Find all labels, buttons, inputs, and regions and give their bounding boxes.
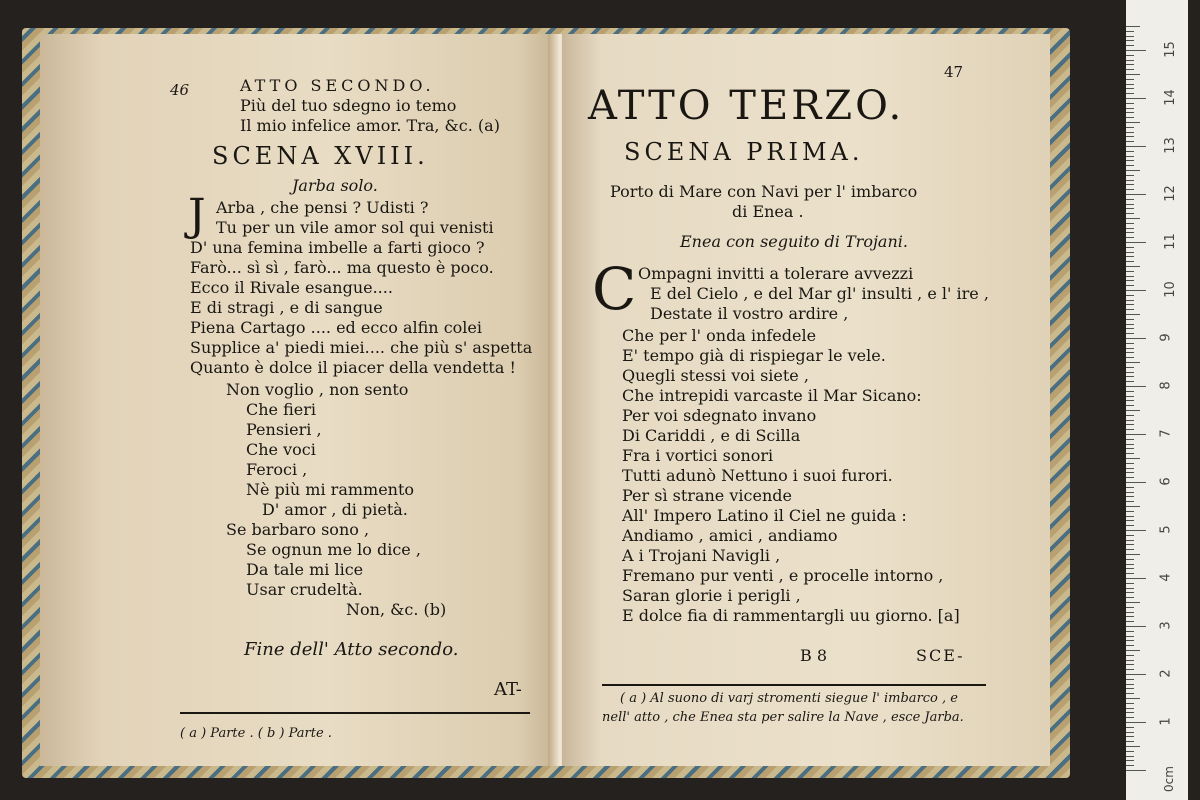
ruler-tick (1126, 45, 1134, 46)
ruler-tick (1126, 208, 1134, 209)
ruler-tick (1126, 674, 1146, 675)
ruler-tick (1126, 252, 1134, 253)
ruler-tick (1126, 439, 1134, 440)
ruler-tick (1126, 184, 1134, 185)
ruler-number: 1 (1158, 717, 1174, 726)
ruler-tick (1126, 626, 1146, 627)
ruler-tick (1126, 640, 1134, 641)
ruler-tick (1126, 448, 1134, 449)
verse-line: Di Cariddi , e di Scilla (622, 426, 801, 445)
ruler-tick (1126, 583, 1134, 584)
ruler-tick (1126, 516, 1134, 517)
ruler-tick (1126, 765, 1134, 766)
verse-line: Non, &c. (b) (346, 600, 447, 619)
ruler-tick (1126, 458, 1140, 459)
ruler-tick (1126, 650, 1140, 651)
ruler-tick (1126, 136, 1134, 137)
measuring-ruler (1126, 0, 1188, 800)
ruler-tick (1126, 122, 1140, 123)
characters: Enea con seguito di Trojani. (680, 232, 908, 251)
ruler-number: 8 (1158, 381, 1174, 390)
ruler-tick (1126, 693, 1134, 694)
ruler-tick (1126, 688, 1134, 689)
verse-line: Quanto è dolce il piacer della vendetta ! (190, 358, 516, 377)
ruler-unit-label: 0cm (1161, 766, 1176, 792)
verse-line: Pensieri , (246, 420, 322, 439)
footnote-line: ( a ) Al suono di varj stromenti siegue l' imbarco , e (620, 691, 958, 706)
ruler-tick (1126, 117, 1134, 118)
ruler-tick (1126, 314, 1140, 315)
ruler-tick (1126, 511, 1134, 512)
ruler-tick (1126, 247, 1134, 248)
setting-line: di Enea . (732, 202, 804, 221)
scene-title: SCENA XVIII. (212, 142, 429, 170)
ruler-tick (1126, 372, 1134, 373)
verse-line: Destate il vostro ardire , (650, 304, 849, 323)
ruler-tick (1126, 386, 1146, 387)
ruler-tick (1126, 218, 1140, 219)
ruler-tick (1126, 232, 1134, 233)
end-of-act-line: Fine dell' Atto secondo. (244, 639, 459, 660)
ruler-tick (1126, 492, 1134, 493)
ruler-tick (1126, 751, 1134, 752)
ruler-number: 13 (1162, 137, 1178, 154)
verse-line: Farò... sì sì , farò... ma questo è poco. (190, 258, 494, 277)
ruler-tick (1126, 578, 1146, 579)
ruler-tick (1126, 55, 1134, 56)
ruler-tick (1126, 338, 1146, 339)
ruler-number: 10 (1162, 281, 1178, 298)
drop-cap: C (592, 255, 637, 323)
ruler-tick (1126, 381, 1134, 382)
ruler-tick (1126, 175, 1134, 176)
ruler-tick (1126, 160, 1134, 161)
ruler-tick (1126, 127, 1134, 128)
verse-line: Feroci , (246, 460, 308, 479)
verse-line: A i Trojani Navigli , (622, 546, 781, 565)
ruler-tick (1126, 588, 1134, 589)
ruler-tick (1126, 501, 1134, 502)
ruler-number: 12 (1162, 185, 1178, 202)
verse-line: D' una femina imbelle a farti gioco ? (190, 238, 485, 257)
ruler-tick (1126, 98, 1146, 99)
ruler-tick (1126, 285, 1134, 286)
ruler-tick (1126, 468, 1134, 469)
ruler-tick (1126, 636, 1134, 637)
verse-line: Usar crudeltà. (246, 580, 363, 599)
ruler-tick (1126, 660, 1134, 661)
verse-line: D' amor , di pietà. (262, 500, 408, 519)
ruler-number: 11 (1162, 233, 1178, 250)
verse-line: Se barbaro sono , (226, 520, 370, 539)
ruler-tick (1126, 544, 1134, 545)
ruler-tick (1126, 679, 1134, 680)
footnote-line: nell' atto , che Enea sta per salire la Nave , esce Jarba. (602, 710, 964, 725)
ruler-tick (1126, 429, 1134, 430)
ruler-tick (1126, 348, 1134, 349)
ruler-tick (1126, 223, 1134, 224)
ruler-tick (1126, 760, 1134, 761)
verse-line: Che per l' onda infedele (622, 326, 817, 345)
ruler-tick (1126, 304, 1134, 305)
ruler-tick (1126, 79, 1134, 80)
ruler-tick (1126, 194, 1146, 195)
ruler-tick (1126, 261, 1134, 262)
ruler-tick (1126, 132, 1134, 133)
text-line: Il mio infelice amor. Tra, &c. (a) (240, 116, 500, 135)
ruler-tick (1126, 472, 1134, 473)
ruler-number: 5 (1158, 525, 1174, 534)
ruler-tick (1126, 727, 1134, 728)
ruler-tick (1126, 573, 1134, 574)
ruler-tick (1126, 256, 1134, 257)
verse-line: Per voi sdegnato invano (622, 406, 817, 425)
ruler-number: 3 (1158, 621, 1174, 630)
running-head: ATTO SECONDO. (240, 76, 435, 95)
footnote: ( a ) Parte . ( b ) Parte . (180, 726, 332, 741)
ruler-tick (1126, 684, 1134, 685)
ruler-tick (1126, 112, 1134, 113)
ruler-tick (1126, 732, 1134, 733)
verse-line: Supplice a' piedi miei.... che più s' aspetta (190, 338, 533, 357)
catchword: SCE- (916, 646, 965, 665)
ruler-tick (1126, 616, 1134, 617)
ruler-tick (1126, 309, 1134, 310)
page-number: 46 (170, 81, 190, 99)
ruler-tick (1126, 93, 1134, 94)
ruler-tick (1126, 631, 1134, 632)
ruler-tick (1126, 276, 1134, 277)
ruler-tick (1126, 410, 1140, 411)
ruler-tick (1126, 568, 1134, 569)
ruler-tick (1126, 424, 1134, 425)
ruler-tick (1126, 237, 1134, 238)
ruler-tick (1126, 770, 1146, 771)
act-title: ATTO TERZO. (588, 83, 905, 129)
ruler-tick (1126, 420, 1134, 421)
ruler-tick (1126, 36, 1134, 37)
setting-line: Porto di Mare con Navi per l' imbarco (610, 182, 918, 201)
ruler-tick (1126, 477, 1134, 478)
ruler-tick (1126, 540, 1134, 541)
ruler-tick (1126, 434, 1146, 435)
drop-cap: J (188, 190, 206, 241)
ruler-tick (1126, 415, 1134, 416)
ruler-tick (1126, 26, 1140, 27)
ruler-tick (1126, 165, 1134, 166)
ruler-tick (1126, 612, 1134, 613)
ruler-tick (1126, 525, 1134, 526)
verse-line: Fra i vortici sonori (622, 446, 774, 465)
ruler-tick (1126, 151, 1134, 152)
ruler-tick (1126, 396, 1134, 397)
ruler-tick (1126, 146, 1146, 147)
verse-line: Che voci (246, 440, 316, 459)
ruler-tick (1126, 50, 1146, 51)
signature-mark: B 8 (800, 646, 828, 665)
scene-title: SCENA PRIMA. (624, 138, 864, 166)
ruler-tick (1126, 103, 1134, 104)
ruler-tick (1126, 64, 1134, 65)
ruler-tick (1126, 655, 1134, 656)
ruler-tick (1126, 482, 1146, 483)
ruler-tick (1126, 554, 1140, 555)
ruler-tick (1126, 343, 1134, 344)
ruler-tick (1126, 592, 1134, 593)
ruler-tick (1126, 228, 1134, 229)
ruler-tick (1126, 88, 1134, 89)
ruler-tick (1126, 108, 1134, 109)
ruler-number: 7 (1158, 429, 1174, 438)
ruler-tick (1126, 280, 1134, 281)
ruler-tick (1126, 367, 1134, 368)
right-page (562, 34, 1050, 766)
ruler-tick (1126, 621, 1134, 622)
verse-line: Non voglio , non sento (226, 380, 409, 399)
ruler-tick (1126, 333, 1134, 334)
verse-line: All' Impero Latino il Ciel ne guida : (622, 506, 907, 525)
ruler-tick (1126, 362, 1140, 363)
ruler-tick (1126, 664, 1134, 665)
ruler-tick (1126, 756, 1134, 757)
ruler-tick (1126, 290, 1146, 291)
ruler-tick (1126, 300, 1134, 301)
verse-line: Per sì strane vicende (622, 486, 792, 505)
verse-line: Ompagni invitti a tolerare avvezzi (638, 264, 914, 283)
ruler-tick (1126, 564, 1134, 565)
ruler-tick (1126, 180, 1134, 181)
ruler-tick (1126, 487, 1134, 488)
ruler-tick (1126, 549, 1134, 550)
ruler-tick (1126, 607, 1134, 608)
ruler-tick (1126, 352, 1134, 353)
ruler-tick (1126, 722, 1146, 723)
ruler-tick (1126, 69, 1134, 70)
verse-line: Piena Cartago .... ed ecco alfin colei (190, 318, 482, 337)
catchword: AT- (494, 679, 522, 700)
ruler-tick (1126, 295, 1134, 296)
ruler-number: 14 (1162, 89, 1178, 106)
page-number: 47 (944, 63, 964, 81)
ruler-tick (1126, 530, 1146, 531)
ruler-tick (1126, 199, 1134, 200)
ruler-tick (1126, 31, 1134, 32)
verse-line: E del Cielo , e del Mar gl' insulti , e l' ire , (650, 284, 989, 303)
ruler-tick (1126, 698, 1140, 699)
ruler-tick (1126, 741, 1134, 742)
ruler-tick (1126, 520, 1134, 521)
ruler-tick (1126, 324, 1134, 325)
verse-line: Andiamo , amici , andiamo (622, 526, 838, 545)
ruler-tick (1126, 242, 1146, 243)
ruler-tick (1126, 712, 1134, 713)
ruler-tick (1126, 40, 1134, 41)
ruler-tick (1126, 717, 1134, 718)
verse-line: E di stragi , e di sangue (190, 298, 383, 317)
ruler-number: 6 (1158, 477, 1174, 486)
ruler-tick (1126, 376, 1134, 377)
ruler-number: 15 (1162, 41, 1178, 58)
footnote-rule (180, 712, 530, 714)
ruler-tick (1126, 708, 1134, 709)
ruler-number: 2 (1158, 669, 1174, 678)
ruler-tick (1126, 189, 1134, 190)
verse-line: Che intrepidi varcaste il Mar Sicano: (622, 386, 922, 405)
ruler-tick (1126, 405, 1134, 406)
ruler-tick (1126, 444, 1134, 445)
ruler-tick (1126, 74, 1140, 75)
verse-line: Che fieri (246, 400, 317, 419)
ruler-tick (1126, 84, 1134, 85)
verse-line: Arba , che pensi ? Udisti ? (216, 198, 429, 217)
footnote-rule (602, 684, 986, 686)
ruler-tick (1126, 746, 1140, 747)
ruler-tick (1126, 266, 1140, 267)
ruler-tick (1126, 602, 1140, 603)
verse-line: Quegli stessi voi siete , (622, 366, 809, 385)
verse-line: Fremano pur venti , e procelle intorno , (622, 566, 944, 585)
ruler-tick (1126, 60, 1134, 61)
ruler-tick (1126, 319, 1134, 320)
ruler-tick (1126, 453, 1134, 454)
ruler-number: 4 (1158, 573, 1174, 582)
verse-line: Saran glorie i perigli , (622, 586, 801, 605)
ruler-tick (1126, 703, 1134, 704)
ruler-tick (1126, 213, 1134, 214)
text-line: Più del tuo sdegno io temo (240, 96, 457, 115)
verse-line: E dolce fia di rammentargli uu giorno. [a] (622, 606, 960, 625)
verse-line: E' tempo già di rispiegar le vele. (622, 346, 886, 365)
ruler-tick (1126, 357, 1134, 358)
ruler-tick (1126, 141, 1134, 142)
verse-line: Se ognun me lo dice , (246, 540, 421, 559)
left-page (40, 34, 560, 766)
ruler-tick (1126, 271, 1134, 272)
verse-line: Tutti adunò Nettuno i suoi furori. (622, 466, 893, 485)
ruler-tick (1126, 400, 1134, 401)
verse-line: Da tale mi lice (246, 560, 364, 579)
ruler-tick (1126, 506, 1140, 507)
verse-line: Tu per un vile amor sol qui venisti (216, 218, 494, 237)
ruler-tick (1126, 463, 1134, 464)
ruler-tick (1126, 328, 1134, 329)
verse-line: Ecco il Rivale esangue.... (190, 278, 393, 297)
ruler-tick (1126, 156, 1134, 157)
ruler-number: 9 (1158, 333, 1174, 342)
scene-subtitle: Jarba solo. (292, 176, 378, 195)
ruler-tick (1126, 736, 1134, 737)
ruler-tick (1126, 391, 1134, 392)
ruler-tick (1126, 559, 1134, 560)
ruler-tick (1126, 669, 1134, 670)
ruler-tick (1126, 645, 1134, 646)
ruler-tick (1126, 496, 1134, 497)
ruler-tick (1126, 170, 1140, 171)
ruler-tick (1126, 535, 1134, 536)
ruler-tick (1126, 597, 1134, 598)
ruler-tick (1126, 204, 1134, 205)
verse-line: Nè più mi rammento (246, 480, 415, 499)
